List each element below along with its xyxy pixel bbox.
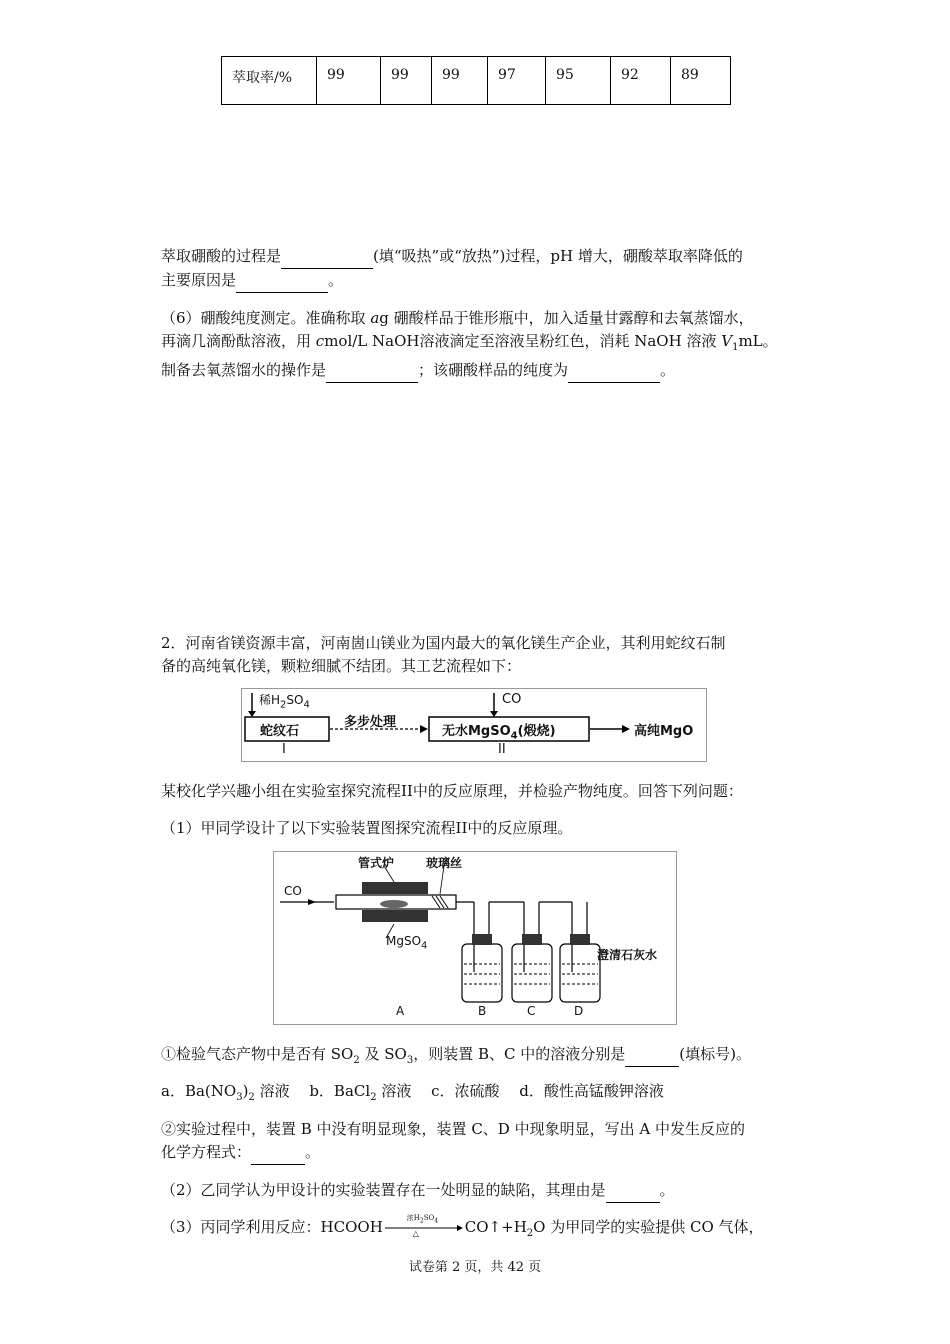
answer-blank: [606, 1179, 660, 1203]
purity-determination-question: （6）硼酸纯度测定。准确称取 ag 硼酸样品于锥形瓶中，加入适量甘露醇和去氧蒸馏水， 再滴几滴酚酞溶液，用 cmol/L NaOH溶液滴定至溶液呈粉红色，消耗 NaOH 溶液 $V_1mL$。 制备去氧蒸馏水的操作是 ；该硼酸样品的纯度为 。: [161, 307, 801, 383]
apparatus-drawing: [274, 852, 676, 1024]
table-row-label: 萃取率/%: [222, 57, 317, 105]
gas-product-question: ①检验气态产物中是否有 $SO_2$ 及 $SO_3$，则装置 B、C 中的溶液分别是 (填标号)。: [161, 1045, 751, 1066]
table-cell: 92: [611, 57, 671, 105]
answer-blank: [281, 245, 373, 269]
step-number-2: II: [498, 742, 506, 757]
limewater-label: 澄清石灰水: [597, 948, 658, 962]
table-cell: 95: [546, 57, 611, 105]
question-2-intro: 2．河南省镁资源丰富，河南崮山镁业为国内最大的氧化镁生产企业，其利用蛇纹石制 备的高纯氧化镁，颗粒细腻不结团。其工艺流程如下：: [161, 634, 726, 675]
table-cell: 99: [317, 57, 381, 105]
page-footer: 试卷第 2 页，共 42 页: [408, 1260, 542, 1275]
multi-step-label: 多步处理: [344, 715, 397, 730]
apparatus-label-d: D: [574, 1004, 584, 1018]
answer-options: a．$Ba(NO_3)_2$ 溶液 b．BaCl$_2$ 溶液 c．浓硫酸 d．酸性高锰酸钾溶液: [161, 1082, 664, 1103]
part-1-intro: （1）甲同学设计了以下实验装置图探究流程II中的反应原理。: [161, 819, 573, 837]
process-flow-diagram: [241, 688, 707, 762]
defect-question: （2）乙同学认为甲设计的实验装置存在一处明显的缺陷，其理由是 。: [161, 1179, 801, 1203]
serpentine-box: 蛇纹石: [260, 724, 300, 739]
tube-furnace-label: 管式炉: [358, 856, 395, 870]
answer-blank: [251, 1141, 305, 1165]
answer-blank: [326, 359, 418, 383]
table-cell: 89: [671, 57, 731, 105]
table-cell: 99: [432, 57, 488, 105]
extraction-rate-table: [221, 56, 731, 105]
study-group-intro: 某校化学兴趣小组在实验室探究流程II中的反应原理，并检验产物纯度。回答下列问题：: [161, 782, 743, 800]
apparatus-diagram: [273, 851, 677, 1025]
table-row: [222, 57, 731, 105]
anhydrous-mgso4-box: 无水MgSO$_4$(煅烧): [442, 724, 556, 742]
co-inlet-label: CO: [284, 884, 302, 898]
apparatus-label-c: C: [527, 1004, 536, 1018]
answer-blank: [568, 359, 660, 383]
apparatus-label-b: B: [478, 1004, 487, 1018]
apparatus-label-a: A: [396, 1004, 405, 1018]
co-source-question: （3）丙同学利用反应：HCOOH 浓$H_2SO_4$ △ $CO↑+H_2O$ 为甲同学的实验提供 CO 气体，: [161, 1214, 764, 1239]
boric-acid-extraction-question: 萃取硼酸的过程是 (填“吸热”或“放热”)过程，pH 增大，硼酸萃取率降低的 主要原因是 。: [161, 245, 801, 293]
mgso4-label: MgSO$_4$: [386, 934, 428, 952]
equation-question: ②实验过程中，装置 B 中没有明显现象，装置 C、D 中现象明显，写出 A 中发生反应的 化学方程式： 。: [161, 1118, 801, 1165]
high-purity-mgo-label: 高纯MgO: [634, 724, 694, 739]
reaction-arrow: 浓$H_2SO_4$ △: [383, 1218, 465, 1238]
glass-wool-label: 玻璃丝: [426, 856, 463, 870]
table-cell: 99: [381, 57, 432, 105]
answer-blank: [236, 269, 328, 293]
table-cell: 97: [488, 57, 546, 105]
answer-blank: [625, 1043, 679, 1067]
co-input-label: CO: [502, 692, 522, 707]
dilute-sulfuric-acid-label: 稀$H_2SO_4$: [259, 693, 310, 711]
step-number-1: I: [282, 742, 286, 757]
